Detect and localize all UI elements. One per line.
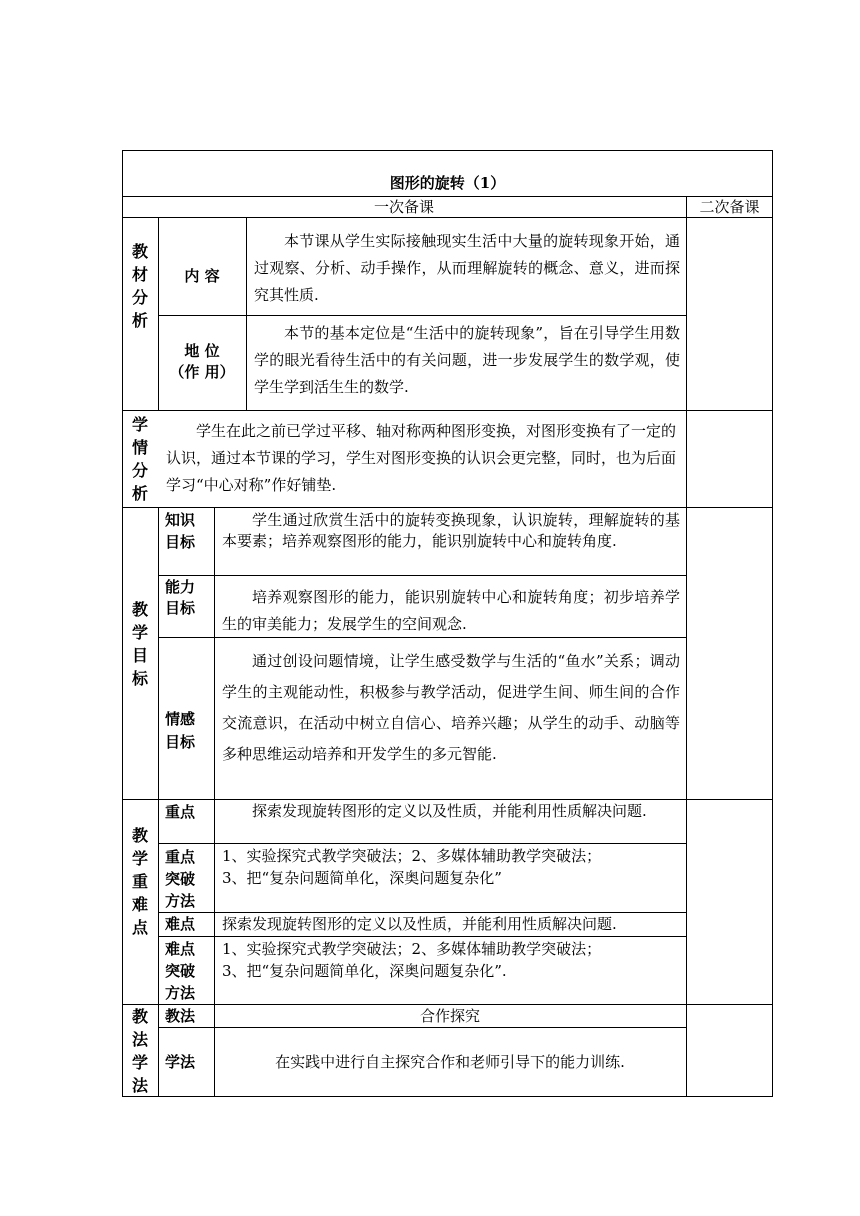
ability-goal-label: 能力目标 (165, 578, 196, 617)
teaching-goals-label: 教学目标 (131, 600, 148, 688)
key-method-line2: 3、把“复杂问题简单化，深奥问题复杂化” (222, 869, 502, 887)
learner-analysis-label: 学情分析 (131, 415, 148, 503)
methods-label: 教法学法 (131, 1007, 148, 1095)
position-label-line2: （作 用） (169, 363, 235, 381)
knowledge-goal-label: 知识目标 (165, 511, 196, 551)
learner-analysis-text: 学生在此之前已学过平移、轴对称两种图形变换，对图形变换有了一定的认识，通过本节课的学习，学生对图形变换的认识会更完整，同时，也为后面学习“中心对称”作好铺垫. (166, 422, 677, 494)
teaching-method-text: 合作探究 (419, 1007, 480, 1025)
second-prep-header: 二次备课 (699, 198, 760, 216)
emotion-goal-text: 通过创设问题情境，让学生感受数学与生活的“鱼水”关系；调动学生的主观能动性，积极参与教学活动，促进学生间、师生间的合作交流意识，在活动中树立自信心、培养兴趣；从学生的动手、动脑等多种思维运动培养和开发学生的多元智能. (222, 652, 680, 763)
key-point-text: 探索发现旋转图形的定义以及性质，并能利用性质解决问题. (252, 802, 647, 820)
first-prep-header: 一次备课 (373, 198, 434, 216)
key-method-label: 重点突破方法 (165, 848, 196, 910)
content-text: 本节课从学生实际接触现实生活中大量的旋转现象开始，通过观察、分析、动手操作，从而理解旋转的概念、意义，进而探究其性质. (254, 232, 680, 304)
ability-goal-text: 培养观察图形的能力，能识别旋转中心和旋转角度；初步培养学生的审美能力；发展学生的空间观念. (222, 588, 680, 633)
difficult-method-line2: 3、把“复杂问题简单化，深奥问题复杂化”. (222, 962, 507, 980)
position-text: 本节的基本定位是“生活中的旋转现象”，旨在引导学生用数学的眼光看待生活中的有关问题，进一步发展学生的数学观，使学生学到活生生的数学. (254, 324, 680, 396)
difficult-method-label: 难点突破方法 (165, 940, 196, 1002)
learning-method-label: 学法 (165, 1053, 196, 1071)
key-difficult-label: 教学重难点 (131, 826, 148, 937)
difficult-point-text: 探索发现旋转图形的定义以及性质，并能利用性质解决问题. (222, 915, 617, 933)
material-analysis-label: 教材分析 (131, 242, 148, 330)
emotion-goal-label: 情感目标 (165, 710, 196, 751)
difficult-point-label: 难点 (165, 915, 196, 933)
key-method-line1: 1、实验探究式教学突破法；2、多媒体辅助教学突破法； (222, 847, 602, 865)
content-label: 内 容 (184, 267, 220, 285)
learning-method-text: 在实践中进行自主探究合作和老师引导下的能力训练. (275, 1053, 625, 1071)
key-point-label: 重点 (165, 803, 196, 821)
teaching-method-label: 教法 (165, 1007, 196, 1025)
difficult-method-line1: 1、实验探究式教学突破法；2、多媒体辅助教学突破法； (222, 940, 602, 958)
knowledge-goal-text: 学生通过欣赏生活中的旋转变换现象，认识旋转，理解旋转的基本要素；培养观察图形的能力，能识别旋转中心和旋转角度. (222, 511, 680, 550)
page-title: 图形的旋转（1） (389, 174, 506, 192)
position-label-line1: 地 位 (184, 342, 220, 360)
